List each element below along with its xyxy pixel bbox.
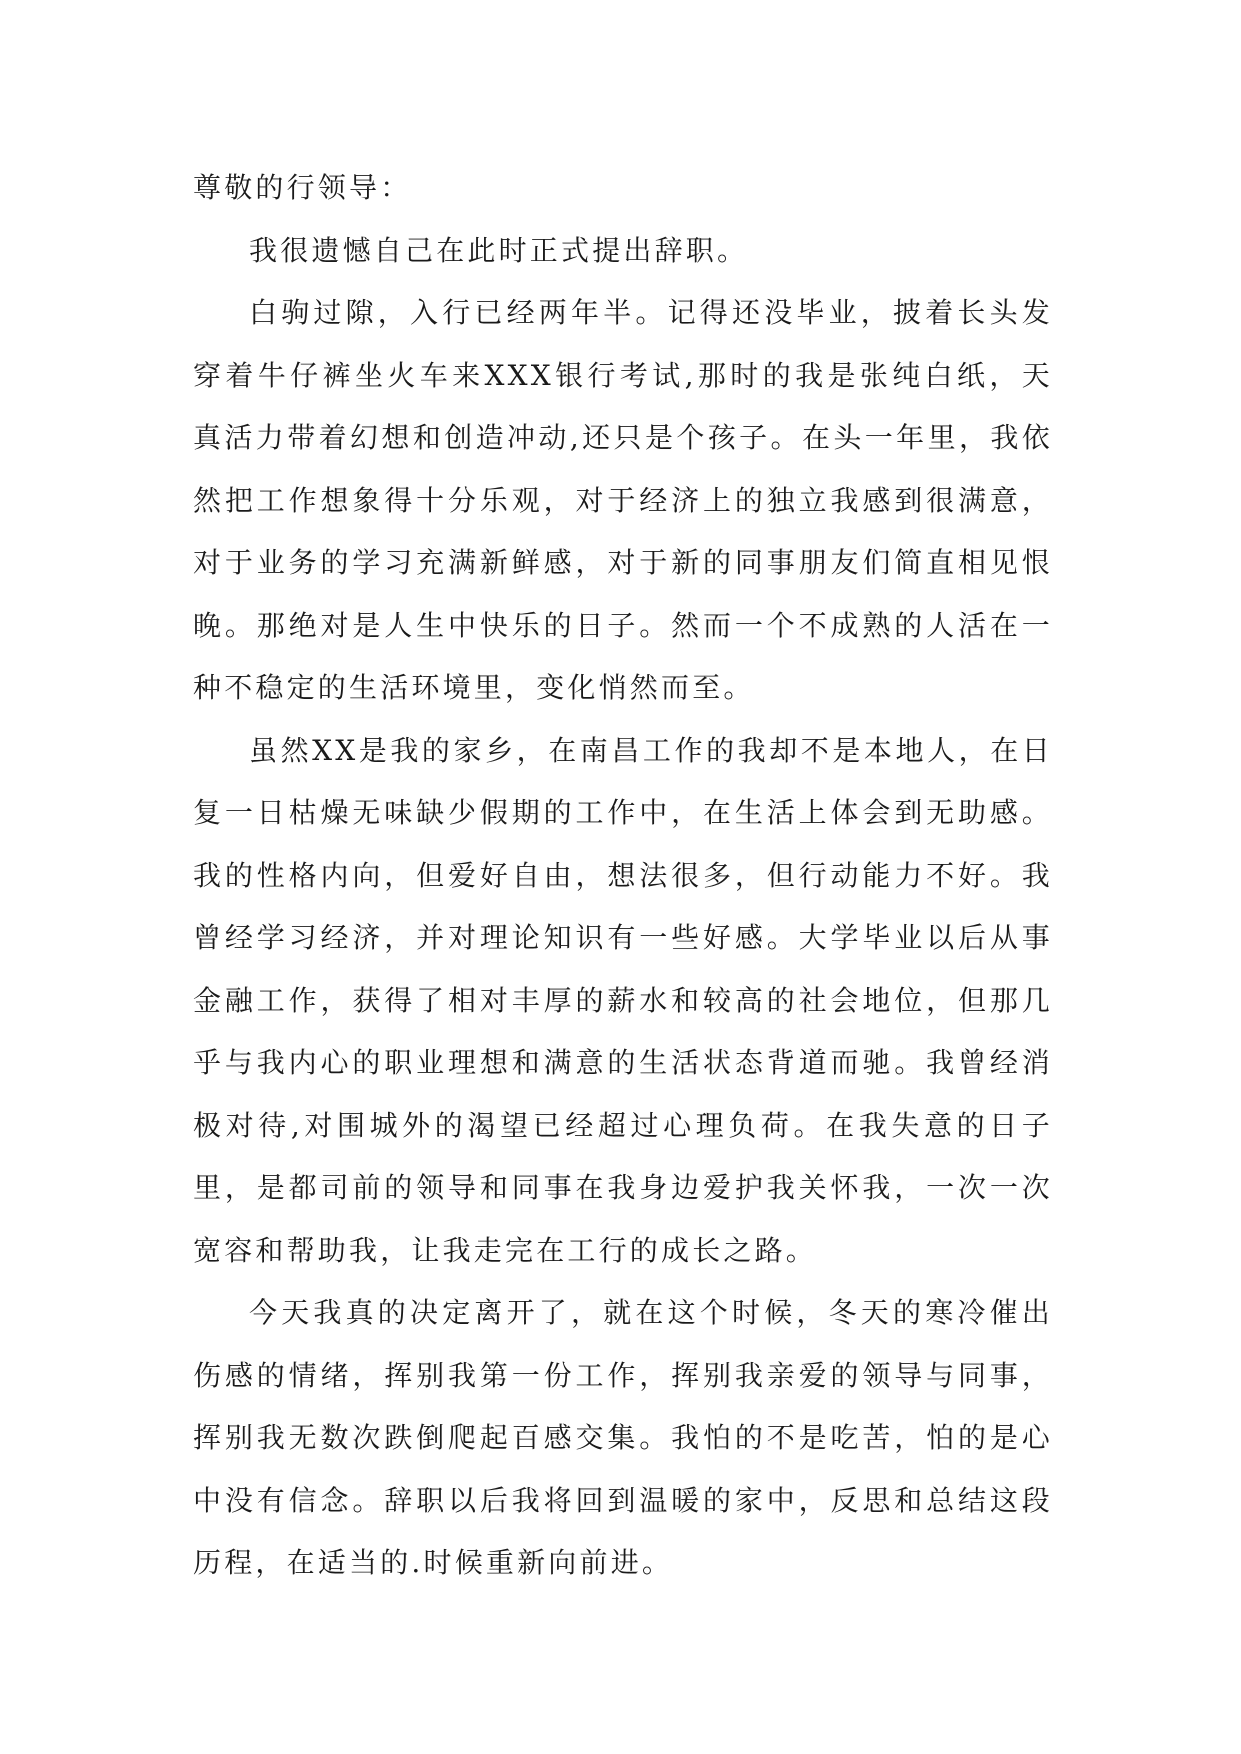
salutation: 尊敬的行领导：	[193, 171, 412, 204]
paragraph-early-career: 白驹过隙，入行已经两年半。记得还没毕业，披着长头发穿着牛仔裤坐火车来XXX银行考试,那时的我是张纯白纸，天真活力带着幻想和创造冲动,还只是个孩子。在头一年里，我依然把工作想象得十分乐观，对于经济上的独立我感到很满意，对于业务的学习充满新鲜感，对于新的同事朋友们简直相见恨晚。那绝对是人生中快乐的日子。然而一个不成熟的人活在一种不稳定的生活环境里，变化悄然而至。	[193, 296, 1053, 704]
paragraph-farewell: 今天我真的决定离开了，就在这个时候，冬天的寒冷催出伤感的情绪，挥别我第一份工作，挥别我亲爱的领导与同事，挥别我无数次跌倒爬起百感交集。我怕的不是吃苦，怕的是心中没有信念。辞职以后我将回到温暖的家中，反思和总结这段历程，在适当的.时候重新向前进。	[193, 1296, 1053, 1579]
letter-body	[193, 157, 1053, 1595]
paragraph-resignation-statement: 我很遗憾自己在此时正式提出辞职。	[249, 233, 749, 267]
paragraph-personal-reflection: 虽然XX是我的家乡，在南昌工作的我却不是本地人，在日复一日枯燥无味缺少假期的工作中，在生活上体会到无助感。我的性格内向，但爱好自由，想法很多，但行动能力不好。我曾经学习经济，并对理论知识有一些好感。大学毕业以后从事金融工作，获得了相对丰厚的薪水和较高的社会地位，但那几乎与我内心的职业理想和满意的生活状态背道而驰。我曾经消极对待,对围城外的渴望已经超过心理负荷。在我失意的日子里，是都司前的领导和同事在我身边爱护我关怀我，一次一次宽容和帮助我，让我走完在工行的成长之路。	[193, 733, 1053, 1267]
